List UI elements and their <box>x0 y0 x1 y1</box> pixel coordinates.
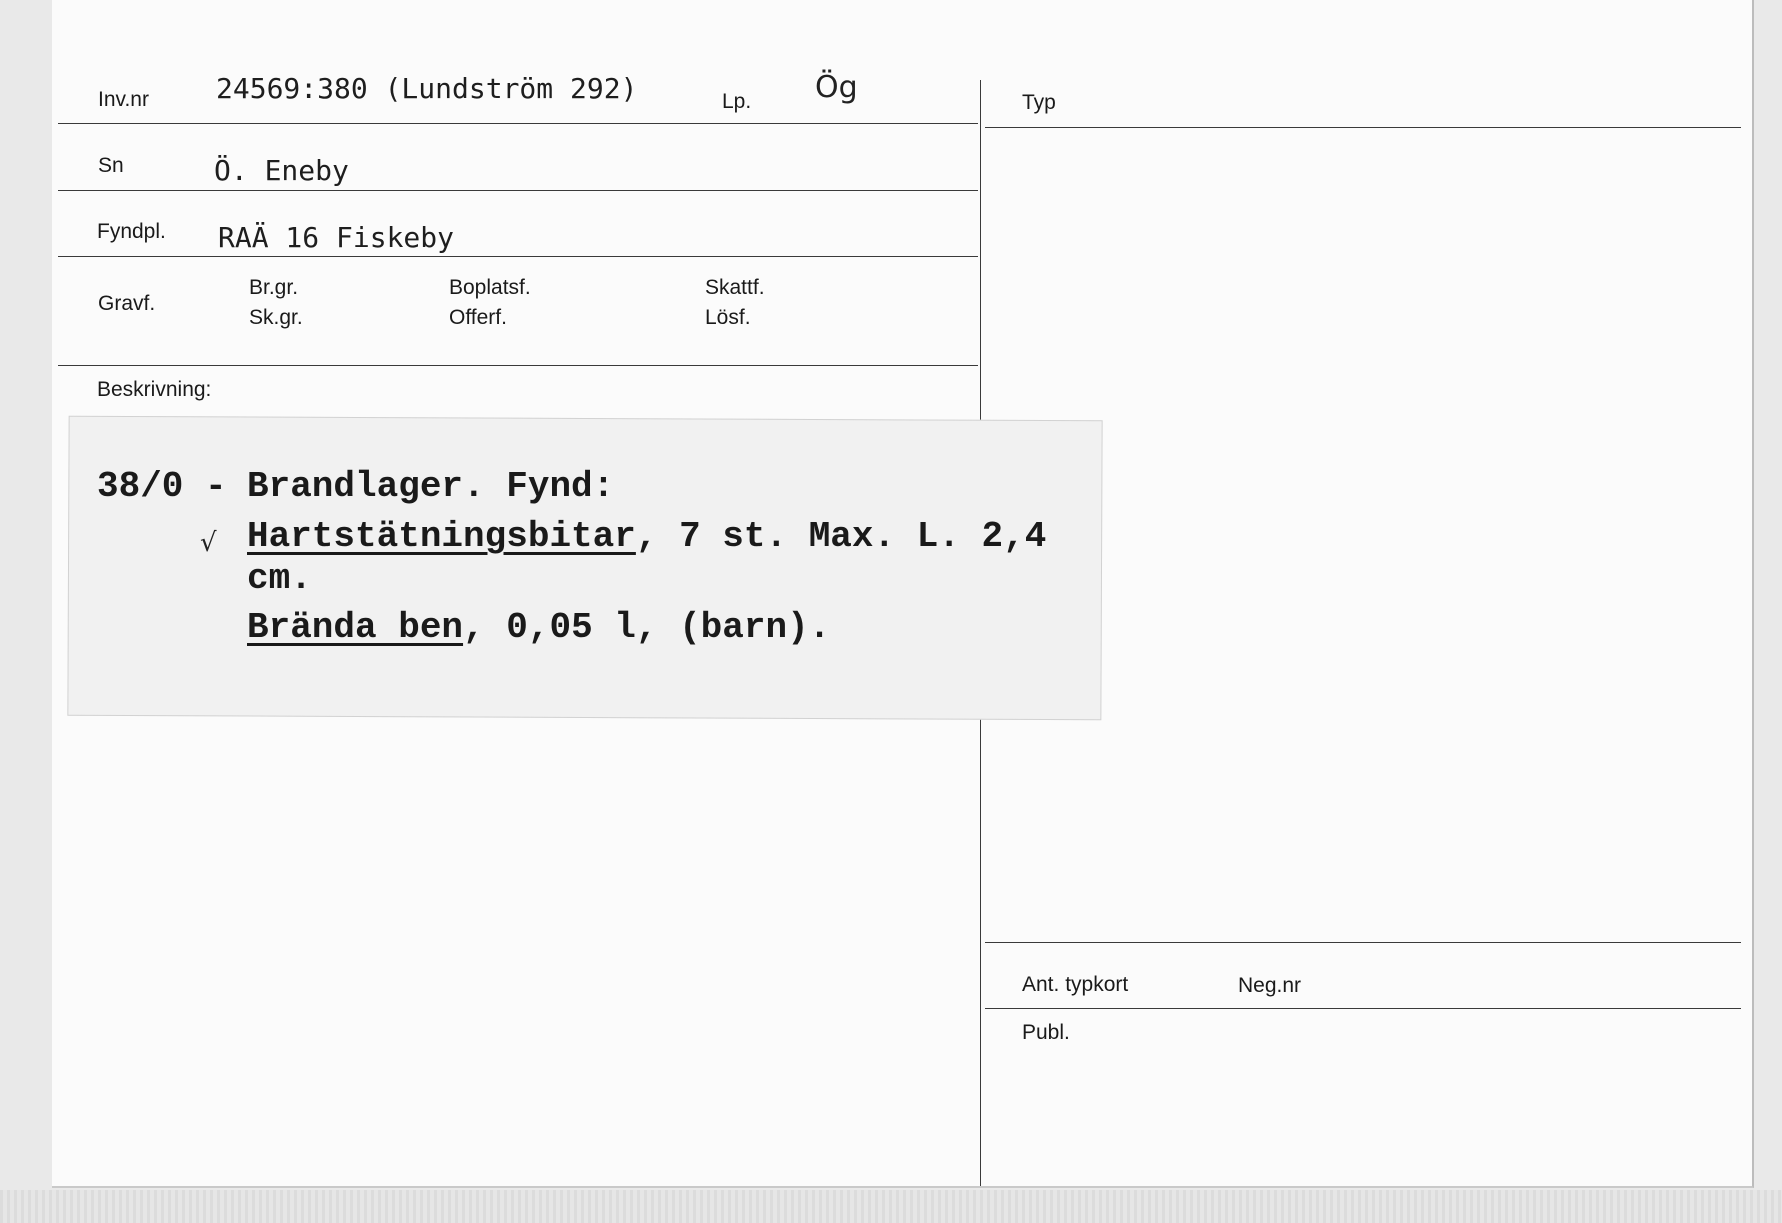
sn-value: Ö. Eneby <box>214 154 349 187</box>
losf-label: Lösf. <box>705 306 751 329</box>
sn-label: Sn <box>98 154 124 177</box>
lp-label: Lp. <box>722 90 752 113</box>
check-mark-icon: √ <box>200 528 217 558</box>
description-slip <box>67 416 1102 721</box>
boplatsf-label: Boplatsf. <box>449 276 531 299</box>
divider-publ <box>985 1008 1741 1009</box>
scan-edge <box>0 1190 1782 1223</box>
description-dash: - <box>205 466 227 507</box>
find-item-2-name: Brända ben <box>247 607 464 648</box>
find-item-1 <box>247 516 1046 557</box>
divider-ant-typkort <box>985 942 1741 943</box>
fyndpl-value: RAÄ 16 Fiskeby <box>218 221 455 254</box>
inv-nr-label: Inv.nr <box>98 88 149 111</box>
ant-typkort-label: Ant. typkort <box>1022 973 1129 996</box>
publ-label: Publ. <box>1022 1021 1070 1044</box>
typ-label: Typ <box>1022 91 1056 114</box>
find-item-2-details: , 0,05 l, (barn). <box>463 607 831 648</box>
find-item-1-name: Hartstätningsbitar <box>247 516 636 557</box>
lp-value: Ög <box>815 70 858 105</box>
divider-fyndpl <box>58 256 978 257</box>
description-number: 38/0 <box>97 466 184 507</box>
sk-gr-label: Sk.gr. <box>249 306 303 329</box>
fyndpl-label: Fyndpl. <box>97 220 166 243</box>
find-item-1-continued: cm. <box>247 558 312 599</box>
gravf-label: Gravf. <box>98 292 156 315</box>
offerf-label: Offerf. <box>449 306 507 329</box>
divider-inv <box>58 123 978 124</box>
neg-nr-label: Neg.nr <box>1238 974 1302 997</box>
beskrivning-label: Beskrivning: <box>97 378 212 401</box>
divider-typ <box>985 127 1741 128</box>
find-item-2 <box>247 607 830 648</box>
skattf-label: Skattf. <box>705 276 765 299</box>
br-gr-label: Br.gr. <box>249 276 299 299</box>
divider-sn <box>58 190 978 191</box>
find-item-1-details: , 7 st. Max. L. 2,4 <box>635 516 1047 557</box>
inv-nr-value: 24569:380 (Lundström 292) <box>216 72 638 105</box>
divider-gravf <box>58 365 978 366</box>
description-heading: Brandlager. Fynd: <box>247 466 615 507</box>
